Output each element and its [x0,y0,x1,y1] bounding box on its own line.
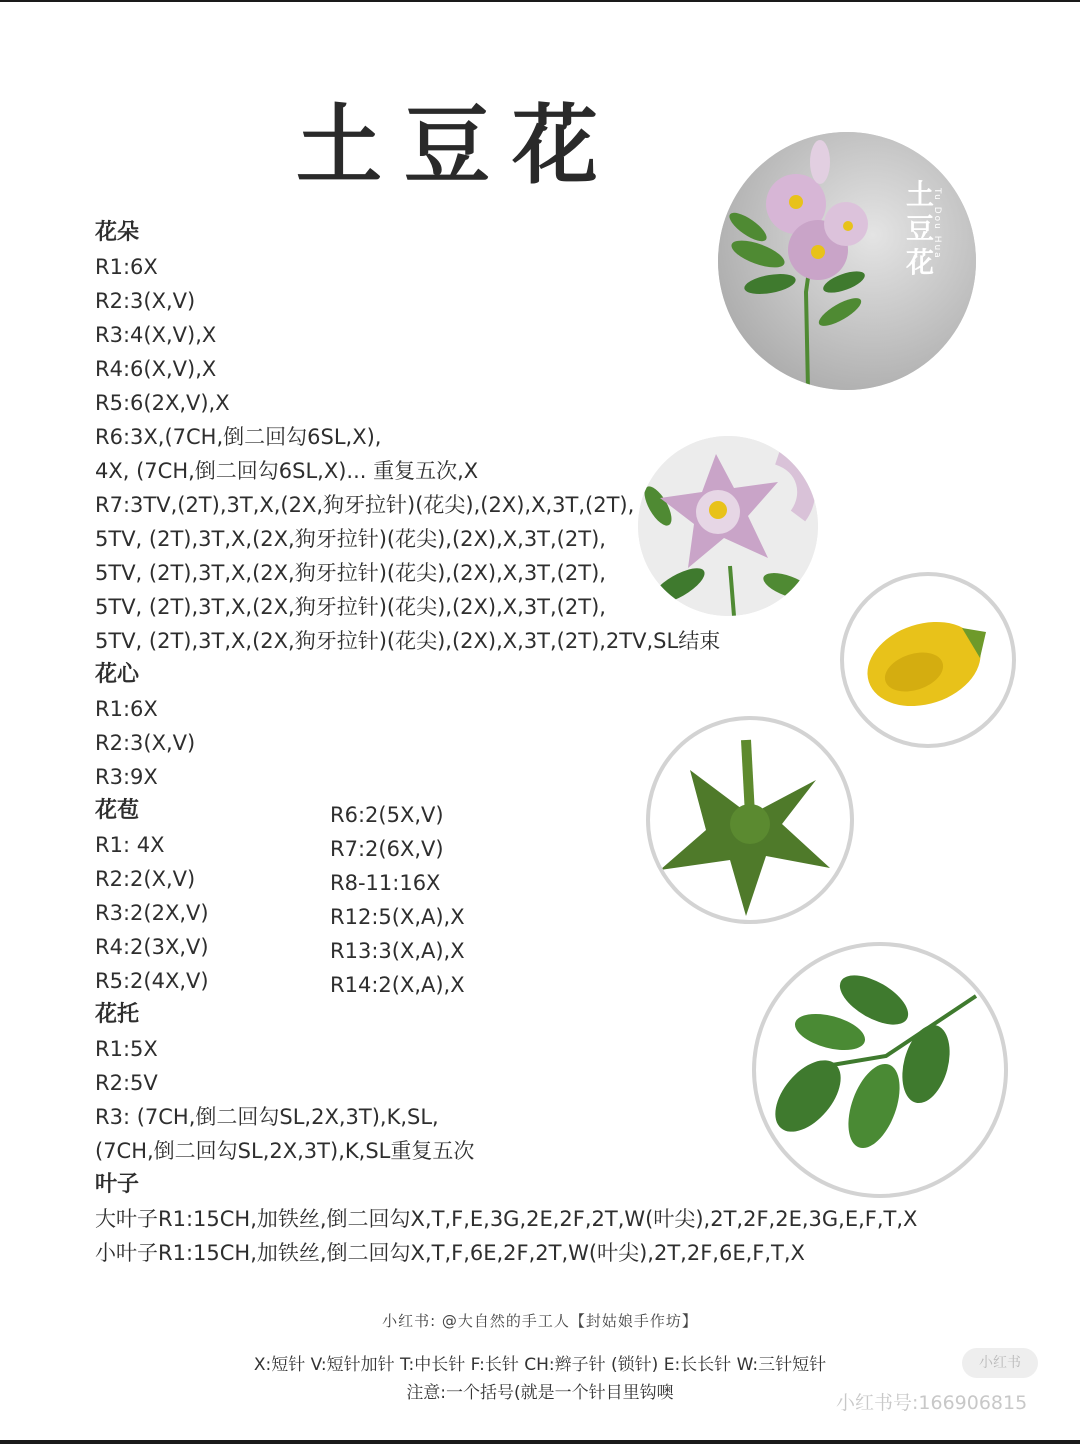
photo-flower-center [840,572,1016,748]
flower-row: R5:6(2X,V),X [95,391,230,415]
bract-row: R3:2(2X,V) [95,901,209,925]
calyx-row: R3: (7CH,倒二回勾SL,2X,3T),K,SL, [95,1105,439,1129]
top-border [0,0,1080,2]
flower-row: 5TV, (2T),3T,X,(2X,狗牙拉针)(花尖),(2X),X,3T,(2T), [95,561,606,585]
bract-row: R5:2(4X,V) [95,969,209,993]
leaf-row-small: 小叶子R1:15CH,加铁丝,倒二回勾X,T,F,6E,2F,2T,W(叶尖),2T,2F,6E,F,T,X [95,1241,805,1265]
calyx-row: R2:5V [95,1071,158,1095]
bract-row: R4:2(3X,V) [95,935,209,959]
center-row: R3:9X [95,765,158,789]
calyx-illustration [650,720,850,920]
flower-center-illustration [844,576,1012,744]
photo-leaves [752,942,1008,1198]
section-heading-flower: 花朵 [95,220,140,245]
bottom-border [0,1440,1080,1444]
stitch-legend: X:短针 V:短针加针 T:中长针 F:长针 CH:辫子针 (锁针) E:长长针 W:三针短针 [253,1355,827,1375]
flower-row: 5TV, (2T),3T,X,(2X,狗牙拉针)(花尖),(2X),X,3T,(2T), [95,595,606,619]
page-title: 土豆花 [296,96,620,196]
watermark-badge: 小红书 [962,1348,1038,1378]
bract-row: R13:3(X,A),X [330,939,465,963]
bract-row: R1: 4X [95,833,165,857]
bract-row: R14:2(X,A),X [330,973,465,997]
plant-illustration [718,132,976,390]
calyx-row: (7CH,倒二回勾SL,2X,3T),K,SL重复五次 [95,1139,475,1163]
flower-row: R7:3TV,(2T),3T,X,(2X,狗牙拉针)(花尖),(2X),X,3T,(2T), [95,493,635,517]
section-heading-leaves: 叶子 [95,1172,140,1197]
flower-row: R1:6X [95,255,158,279]
flower-row: R6:3X,(7CH,倒二回勾6SL,X), [95,425,382,449]
section-heading-bract: 花苞 [95,798,140,823]
photo-flower-closeup [638,436,818,616]
bract-rows-right [330,798,465,1002]
bract-row: R6:2(5X,V) [330,803,444,827]
flower-row: 4X, (7CH,倒二回勾6SL,X)... 重复五次,X [95,459,479,483]
center-row: R2:3(X,V) [95,731,196,755]
watermark-id: 小红书号:166906815 [836,1392,1028,1414]
photo-label: 土豆花 [906,178,935,279]
bract-row: R12:5(X,A),X [330,905,465,929]
photo-calyx [646,716,854,924]
flower-row: R2:3(X,V) [95,289,196,313]
photo-full-plant [718,132,976,390]
flower-illustration [638,436,818,616]
leaf-row-large: 大叶子R1:15CH,加铁丝,倒二回勾X,T,F,E,3G,2E,2F,2T,W(叶尖),2T,2F,2E,3G,E,F,T,X [95,1207,918,1231]
flower-row: 5TV, (2T),3T,X,(2X,狗牙拉针)(花尖),(2X),X,3T,(2T), [95,527,606,551]
flower-row: 5TV, (2T),3T,X,(2X,狗牙拉针)(花尖),(2X),X,3T,(2T),2TV,SL结束 [95,629,721,653]
section-heading-calyx: 花托 [95,1002,140,1027]
section-heading-center: 花心 [95,662,140,687]
center-row: R1:6X [95,697,158,721]
flower-row: R4:6(X,V),X [95,357,217,381]
flower-row: R3:4(X,V),X [95,323,217,347]
note-line: 注意:一个括号(就是一个针目里钩噢 [406,1383,674,1403]
credit-line: 小红书: @大自然的手工人【封姑娘手作坊】 [382,1312,698,1330]
calyx-row: R1:5X [95,1037,158,1061]
bract-row: R2:2(X,V) [95,867,196,891]
bract-row: R8-11:16X [330,871,441,895]
leaves-illustration [756,946,1004,1194]
bract-row: R7:2(6X,V) [330,837,444,861]
photo-sublabel: Tu Dou Hua [932,188,942,260]
